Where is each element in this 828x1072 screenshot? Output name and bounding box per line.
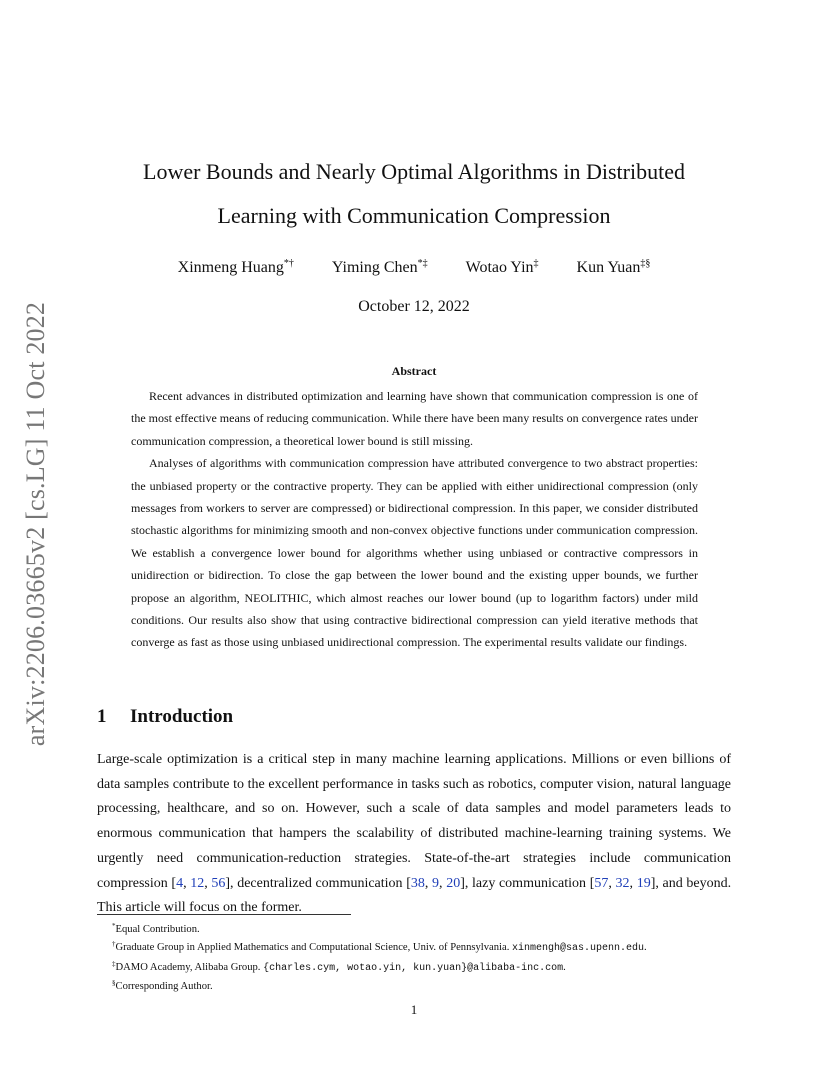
citation-link[interactable]: 4 xyxy=(176,875,184,891)
intro-text: Large-scale optimization is a critical step in many machine learning applications. Millions or even billions of data samples contribute to the excellent performance in tasks such as robotics, computer vision, natural language processing, healthcare, and so on. However, such a scale of data samples and model parameters leads to enormous communication that hampers the scalability of distributed machine-learning training systems. We urgently need communication-reduction strategies. State-of-the-art strategies include communication compression [ xyxy=(97,752,731,891)
abstract-heading: Abstract xyxy=(391,364,437,378)
footnote-alibaba xyxy=(112,957,752,976)
author-affiliation-marks: *† xyxy=(283,258,294,269)
page-number: 1 xyxy=(410,1002,418,1017)
intro-text: ], lazy communication [ xyxy=(460,875,595,891)
section-number: 1 xyxy=(97,706,107,727)
intro-text: ], and beyond. This article will focus on the former. xyxy=(97,875,732,916)
citation-link[interactable]: 20 xyxy=(446,875,461,891)
footnote-text: Corresponding Author. xyxy=(115,981,213,993)
citation-separator: , xyxy=(629,875,637,891)
paper-title xyxy=(96,150,732,238)
footnote-email[interactable]: {charles.cym, wotao.yin, kun.yuan}@alibaba-inc.com xyxy=(263,962,564,974)
citation-separator: , xyxy=(439,875,447,891)
title-line-1: Lower Bounds and Nearly Optimal Algorithms in Distributed xyxy=(143,159,685,184)
footnote-upenn xyxy=(112,937,752,956)
footnote-mark: ‡ xyxy=(112,959,116,968)
citation-link[interactable]: 56 xyxy=(211,875,226,891)
author-3 xyxy=(466,258,539,277)
footnote-mark: † xyxy=(112,940,116,949)
author-name: Xinmeng Huang xyxy=(177,259,284,276)
arxiv-identifier[interactable]: arXiv:2206.03665v2 [cs.LG] 11 Oct 2022 xyxy=(21,301,50,747)
author-affiliation-marks: *‡ xyxy=(417,258,428,269)
footnote-tail: . xyxy=(644,942,647,954)
footnote-text: DAMO Academy, Alibaba Group. xyxy=(115,961,264,973)
abstract-paragraph-2: Analyses of algorithms with communication compression have attributed convergence to two abstract properties: the unbiased property or the contractive property. They can be applied with either unidirectional compression (only messages from workers to server are compressed) or bidirectional compression. In this paper, we consider distributed stochastic algorithms for minimizing smooth and non-convex objective functions under communication compression. We establish a convergence lower bound for algorithms whether using unbiased or contractive compressors in unidirection or bidirection. To close the gap between the lower bound and the existing upper bounds, we further propose an algorithm, NEOLITHIC, which almost reaches our lower bound (up to logarithm factors) under mild conditions. Our results also show that using contractive bidirectional compression can yield iterative methods that converge as fast as those using unbiased unidirectional compression. The experimental results validate our findings. xyxy=(131,456,698,650)
citation-link[interactable]: 19 xyxy=(636,875,651,891)
introduction-paragraph xyxy=(97,748,731,921)
citation-link[interactable]: 38 xyxy=(410,875,425,891)
citation-link[interactable]: 9 xyxy=(432,875,440,891)
author-affiliation-marks: ‡§ xyxy=(640,258,651,269)
citation-link[interactable]: 57 xyxy=(594,875,609,891)
footnote-corresponding-author xyxy=(112,976,752,994)
citation-separator: , xyxy=(204,875,212,891)
citation-link[interactable]: 32 xyxy=(615,875,630,891)
footnote-text: Equal Contribution. xyxy=(115,924,200,935)
citation-separator: , xyxy=(183,875,191,891)
author-name: Yiming Chen xyxy=(331,259,418,276)
title-line-2: Learning with Communication Compression xyxy=(217,203,611,228)
footnote-divider xyxy=(97,914,351,915)
abstract-paragraph-1: Recent advances in distributed optimization and learning have shown that communication compression is one of the most effective means of reducing communication. While there have been many results on convergence rates under communication compression, a theoretical lower bound is still missing. xyxy=(131,389,698,448)
author-4 xyxy=(577,258,651,277)
author-name: Wotao Yin xyxy=(465,259,534,276)
author-list xyxy=(96,258,732,277)
author-2 xyxy=(332,258,428,277)
footnotes xyxy=(112,919,752,995)
footnote-tail: . xyxy=(563,961,566,973)
footnote-email[interactable]: xinmengh@sas.upenn.edu xyxy=(512,943,645,955)
footnote-mark: § xyxy=(112,979,116,988)
citation-link[interactable]: 12 xyxy=(190,875,205,891)
footnote-mark: * xyxy=(112,922,116,930)
intro-text: ], decentralized communication [ xyxy=(225,875,411,891)
author-name: Kun Yuan xyxy=(576,259,641,276)
author-affiliation-marks: ‡ xyxy=(533,258,539,269)
footnote-equal-contribution xyxy=(112,919,752,937)
abstract-body xyxy=(131,385,698,654)
footnote-text: Graduate Group in Applied Mathematics and Computational Science, Univ. of Pennsylvania. xyxy=(115,942,512,954)
paper-date: October 12, 2022 xyxy=(358,298,470,315)
citation-separator: , xyxy=(424,875,433,891)
section-heading-introduction xyxy=(97,706,233,728)
section-title: Introduction xyxy=(130,706,234,727)
citation-separator: , xyxy=(608,875,616,891)
author-1 xyxy=(178,258,294,277)
